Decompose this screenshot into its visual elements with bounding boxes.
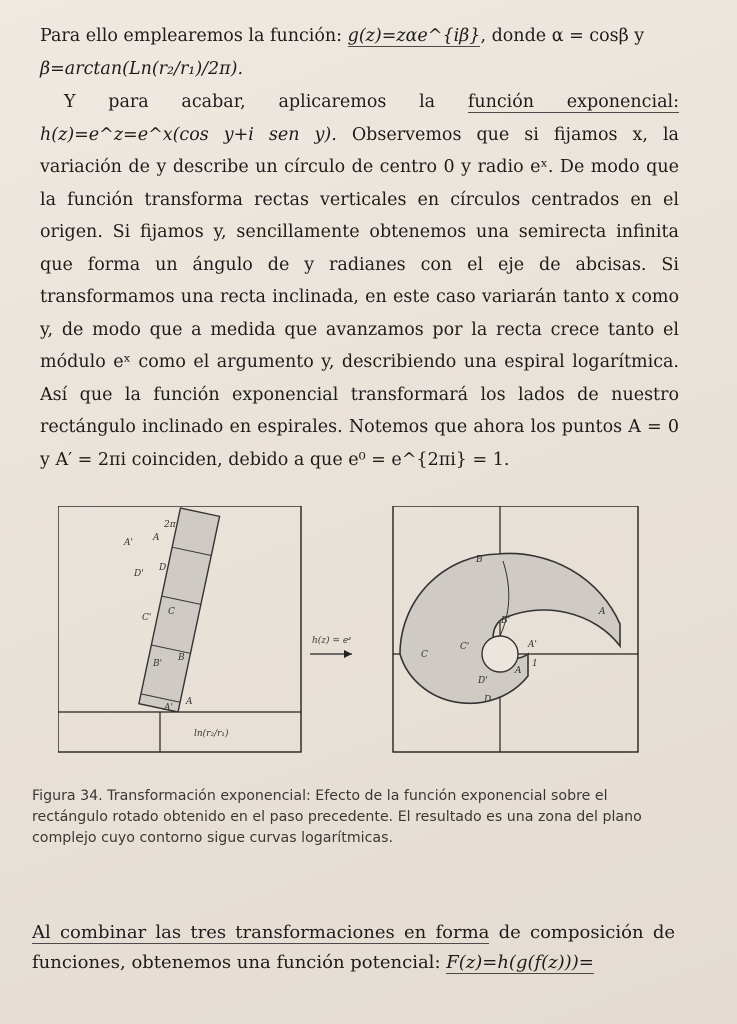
label-right-c-prime: C' [460, 642, 470, 652]
final-paragraph [32, 918, 675, 978]
composition-formula: F(z)=h(g(f(z)))= [446, 952, 594, 973]
label-right-a: A [599, 607, 606, 617]
label-right-c: C [421, 650, 428, 660]
spiral-region [400, 553, 620, 703]
label-left-a-top: A [153, 533, 160, 543]
label-left-c: C [168, 607, 175, 617]
g-formula: g(z)=zαe^{iβ} [347, 26, 481, 46]
label-right-a-inner: A [515, 666, 522, 676]
label-right-b: B [476, 555, 483, 565]
label-left-a-prime-top: A' [124, 538, 133, 548]
label-right-d-prime: D' [478, 676, 488, 686]
label-right-one: 1 [532, 659, 538, 669]
figure-caption: Figura 34. Transformación exponencial: Efecto de la función exponencial sobre el rectángulo rotado obtenido en el paso precedente. El resultado es una zona del plano complejo cuyo contorno sigue curvas logarítmicas. [32, 788, 642, 846]
label-right-b-prime: B' [501, 616, 511, 626]
rotated-rectangle [139, 508, 220, 712]
transform-arrow [310, 635, 352, 658]
label-left-b-prime: B' [153, 659, 163, 669]
label-right-a-prime: A' [528, 640, 537, 650]
beta-definition: β=arctan(Ln(r₂/r₁)/2π). [40, 58, 244, 79]
label-left-c-prime: C' [142, 613, 152, 623]
label-right-d: D [484, 695, 492, 705]
final-text: de composición de funciones, obtenemos una función potencial: [32, 922, 676, 973]
figure-34 [58, 506, 658, 756]
label-left-d: D [159, 563, 167, 573]
label-ln-ratio: ln(r₂/r₁) [194, 729, 229, 739]
exponential-function-label: función exponencial: [467, 92, 679, 112]
paragraph-2 [40, 86, 679, 476]
paragraph-2-lead: Y para acabar, aplicaremos la [64, 92, 468, 112]
unit-circle [482, 636, 518, 672]
right-panel [393, 506, 638, 752]
left-panel [58, 506, 301, 752]
label-left-b: B [178, 653, 185, 663]
paragraph-2-body: Observemos que si fijamos x, la variación de y describe un círculo de centro 0 y radio eˣ. De modo que la función transforma rectas verticales en círculos centrados en el origen. Si fijamos y, sencillamente obtenemos una semirecta infinita que forma un ángulo de y radianes con el eje de abcisas. Si transformamos una recta inclinada, en este caso variarán tanto x como y, de modo que a medida que avanzamos por la recta crece tanto el módulo eˣ como el argumento y, describiendo una espiral logarítmica. Así que la función exponencial transformará los lados de nuestro rectángulo inclinado en espirales. Notemos que ahora los puntos A = 0 y A′ = 2πi coinciden, debido a que e⁰ = e^{2πi} = 1. [40, 124, 679, 470]
h-formula: h(z)=e^z=e^x(cos y+i sen y). [40, 124, 337, 145]
paragraph-1-where: , donde α = cosβ y [480, 26, 645, 46]
arrow-label: h(z) = eᶻ [312, 636, 352, 646]
final-underlined: Al combinar las tres transformaciones en forma [32, 922, 490, 943]
paragraph-1-intro: Para ello emplearemos la función: [40, 26, 348, 46]
label-2pi: 2π [164, 520, 176, 530]
label-left-d-prime: D' [134, 569, 144, 579]
arrow-head [344, 650, 352, 658]
rect-fill [139, 508, 220, 712]
label-left-a-bottom: A [186, 697, 193, 707]
paragraph-1 [40, 20, 679, 85]
label-left-a-prime-bottom: A' [164, 703, 173, 713]
